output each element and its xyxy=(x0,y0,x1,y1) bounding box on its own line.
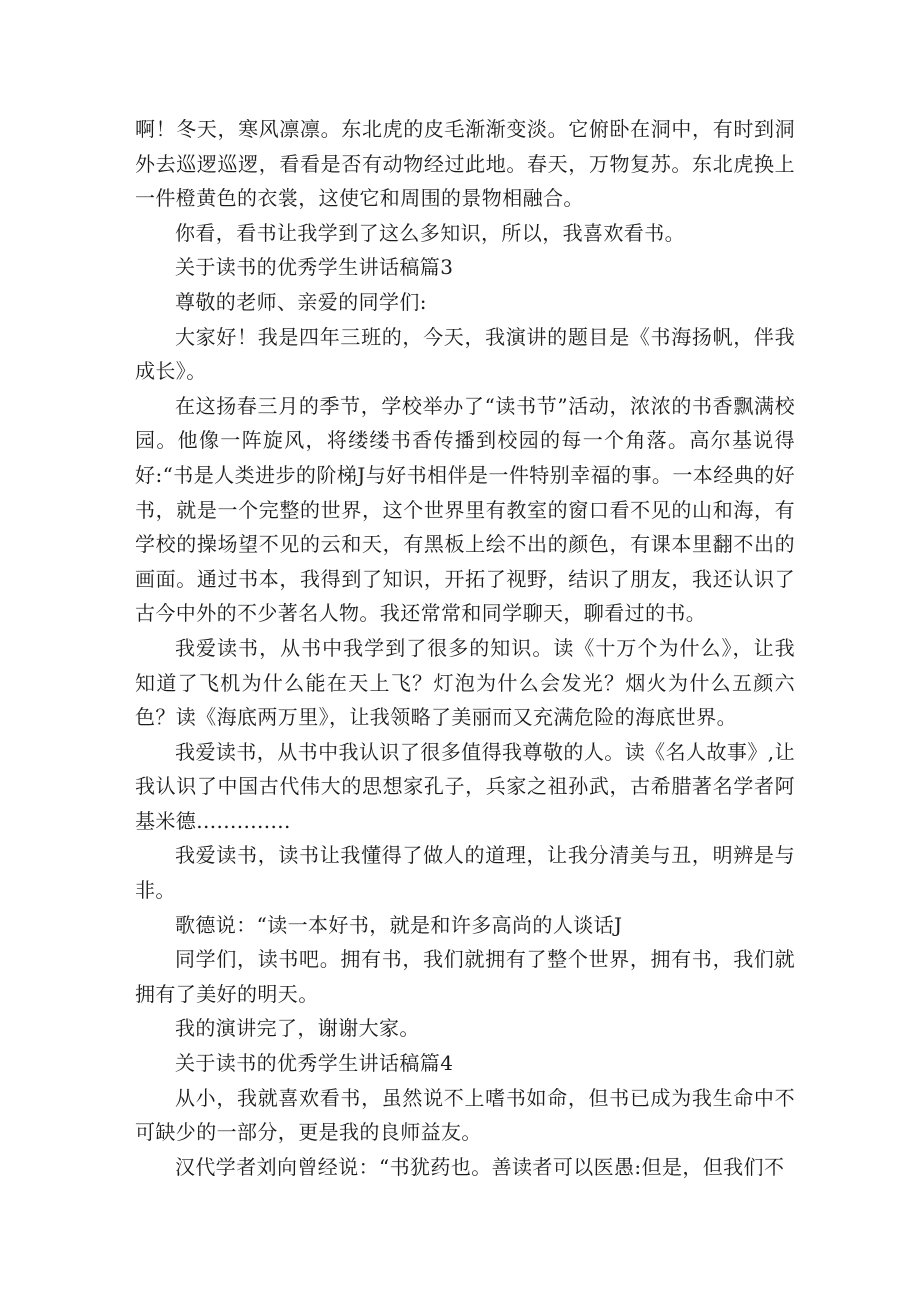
paragraph-reading-festival: 在这扬春三月的季节，学校举办了“读书节”活动，浓浓的书香飘满校园。他像一阵旋风，将缕缕书香传播到校园的每一个角落。高尔基说得好:“书是人类进步的阶梯J与好书相伴是一件特别幸福的事。一本经典的好书，就是一个完整的世界，这个世界里有教室的窗口看不见的山和海，有学校的操场望不见的云和天，有黑板上绘不出的颜色，有课本里翻不出的画面。通过书本，我得到了知识，开拓了视野，结识了朋友，我还认识了古今中外的不少著名人物。我还常常和同学聊天，聊看过的书。 xyxy=(135,393,795,626)
paragraph-goethe-quote: 歌德说：“读一本好书，就是和许多高尚的人谈话J xyxy=(175,912,623,937)
paragraph-morals: 我爱读书，读书让我懂得了做人的道理，让我分清美与丑，明辨是与非。 xyxy=(135,843,795,903)
paragraph-greeting: 大家好！我是四年三班的，今天，我演讲的题目是《书海扬帆，伴我成长》。 xyxy=(135,324,795,384)
paragraph-closing: 我的演讲完了，谢谢大家。 xyxy=(175,1016,420,1041)
paragraph-liu-xiang-quote: 汉代学者刘向曾经说：“书犹药也。善读者可以医愚:但是，但我们不 xyxy=(175,1154,785,1179)
section-heading-3: 关于读书的优秀学生讲话稿篇3 xyxy=(175,255,454,280)
paragraph-childhood-reading: 从小，我就喜欢看书，虽然说不上嗜书如命，但书已成为我生命中不可缺少的一部分，更是我的良师益友。 xyxy=(135,1085,795,1145)
paragraph-1: 啊！冬天，寒风凛凛。东北虎的皮毛渐渐变淡。它俯卧在洞中，有时到洞外去巡逻巡逻，看看是否有动物经过此地。春天，万物复苏。东北虎换上一件橙黄色的衣裳，这使它和周围的景物相融合。 xyxy=(135,117,795,211)
paragraph-great-people: 我爱读书，从书中我认识了很多值得我尊敬的人。读《名人故事》,让我认识了中国古代伟大的思想家孔子，兵家之祖孙武，古希腊著名学者阿基米德.............. xyxy=(135,739,795,833)
paragraph-call-to-read: 同学们，读书吧。拥有书，我们就拥有了整个世界，拥有书，我们就拥有了美好的明天。 xyxy=(135,947,795,1006)
document-body xyxy=(135,112,795,1184)
salutation: 尊敬的老师、亲爱的同学们: xyxy=(175,289,427,314)
section-heading-4: 关于读书的优秀学生讲话稿篇4 xyxy=(175,1051,454,1076)
paragraph-2: 你看，看书让我学到了这么多知识，所以，我喜欢看书。 xyxy=(175,220,685,245)
paragraph-knowledge: 我爱读书，从书中我学到了很多的知识。读《十万个为什么》，让我知道了飞机为什么能在天上飞？灯泡为什么会发光？烟火为什么五颜六色？读《海底两万里》，让我领略了美丽而又充满危险的海底世界。 xyxy=(135,635,795,730)
